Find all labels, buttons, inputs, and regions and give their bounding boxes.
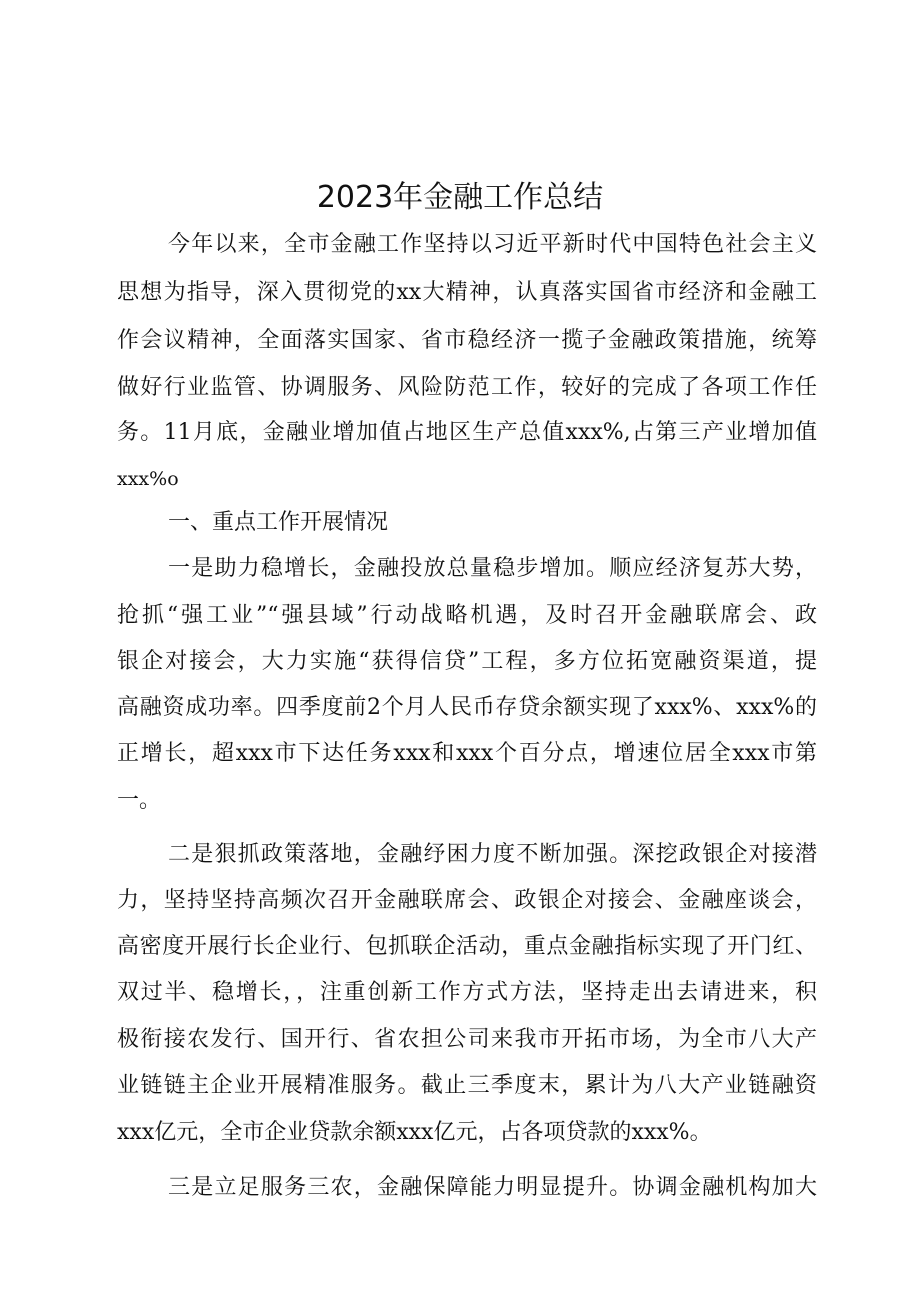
intro-line-3: 作会议精神，全面落实国家、省市稳经济一揽子金融政策措施，统筹 <box>117 328 817 353</box>
intro-line-1: 今年以来，全市金融工作坚持以习近平新时代中国特色社会主义 <box>168 232 817 257</box>
para1-line-6: 一。 <box>117 788 162 813</box>
para2-line-3: 高密度开展行长企业行、包抓联企活动，重点金融指标实现了开门红、 <box>117 934 817 959</box>
intro-line-2: 思想为指导，深入贯彻党的xx大精神，认真落实国省市经济和金融工 <box>117 280 817 305</box>
para2-line-1: 二是狠抓政策落地，金融纾困力度不断加强。深挖政银企对接潜 <box>168 842 817 867</box>
para2-line-5: 极衔接农发行、国开行、省农担公司来我市开拓市场，为全市八大产 <box>117 1027 817 1052</box>
para1-line-1: 一是助力稳增长，金融投放总量稳步增加。顺应经济复苏大势， <box>168 556 817 581</box>
intro-line-6: xxx%o <box>117 468 179 490</box>
para2-line-7: xxx亿元，全市企业贷款余额xxx亿元，占各项贷款的xxx%。 <box>117 1120 712 1145</box>
para2-line-6: 业链链主企业开展精准服务。截止三季度末，累计为八大产业链融资 <box>117 1073 817 1098</box>
section-heading: 一、重点工作开展情况 <box>168 510 389 535</box>
para3-line-1: 三是立足服务三农，金融保障能力明显提升。协调金融机构加大 <box>168 1175 817 1200</box>
intro-line-5: 务。11月底，金融业增加值占地区生产总值xxx%,占第三产业增加值 <box>117 420 817 445</box>
para2-line-2: 力，坚持坚持高频次召开金融联席会、政银企对接会、金融座谈会， <box>117 888 817 913</box>
intro-line-4: 做好行业监管、协调服务、风险防范工作，较好的完成了各项工作任 <box>117 375 817 400</box>
para1-line-3: 银企对接会，大力实施“获得信贷”工程，多方位拓宽融资渠道，提 <box>117 649 817 674</box>
para1-line-4: 高融资成功率。四季度前2个月人民币存贷余额实现了xxx%、xxx%的 <box>117 695 817 720</box>
para1-line-5: 正增长，超xxx市下达任务xxx和xxx个百分点，增速位居全xxx市第 <box>117 741 817 766</box>
para2-line-4: 双过半、稳增长，，注重创新工作方式方法，坚持走出去请进来，积 <box>117 980 817 1005</box>
document-title: 2023年金融工作总结 <box>316 180 604 215</box>
para1-line-2: 抢抓“强工业”“强县域”行动战略机遇，及时召开金融联席会、政 <box>117 603 817 628</box>
